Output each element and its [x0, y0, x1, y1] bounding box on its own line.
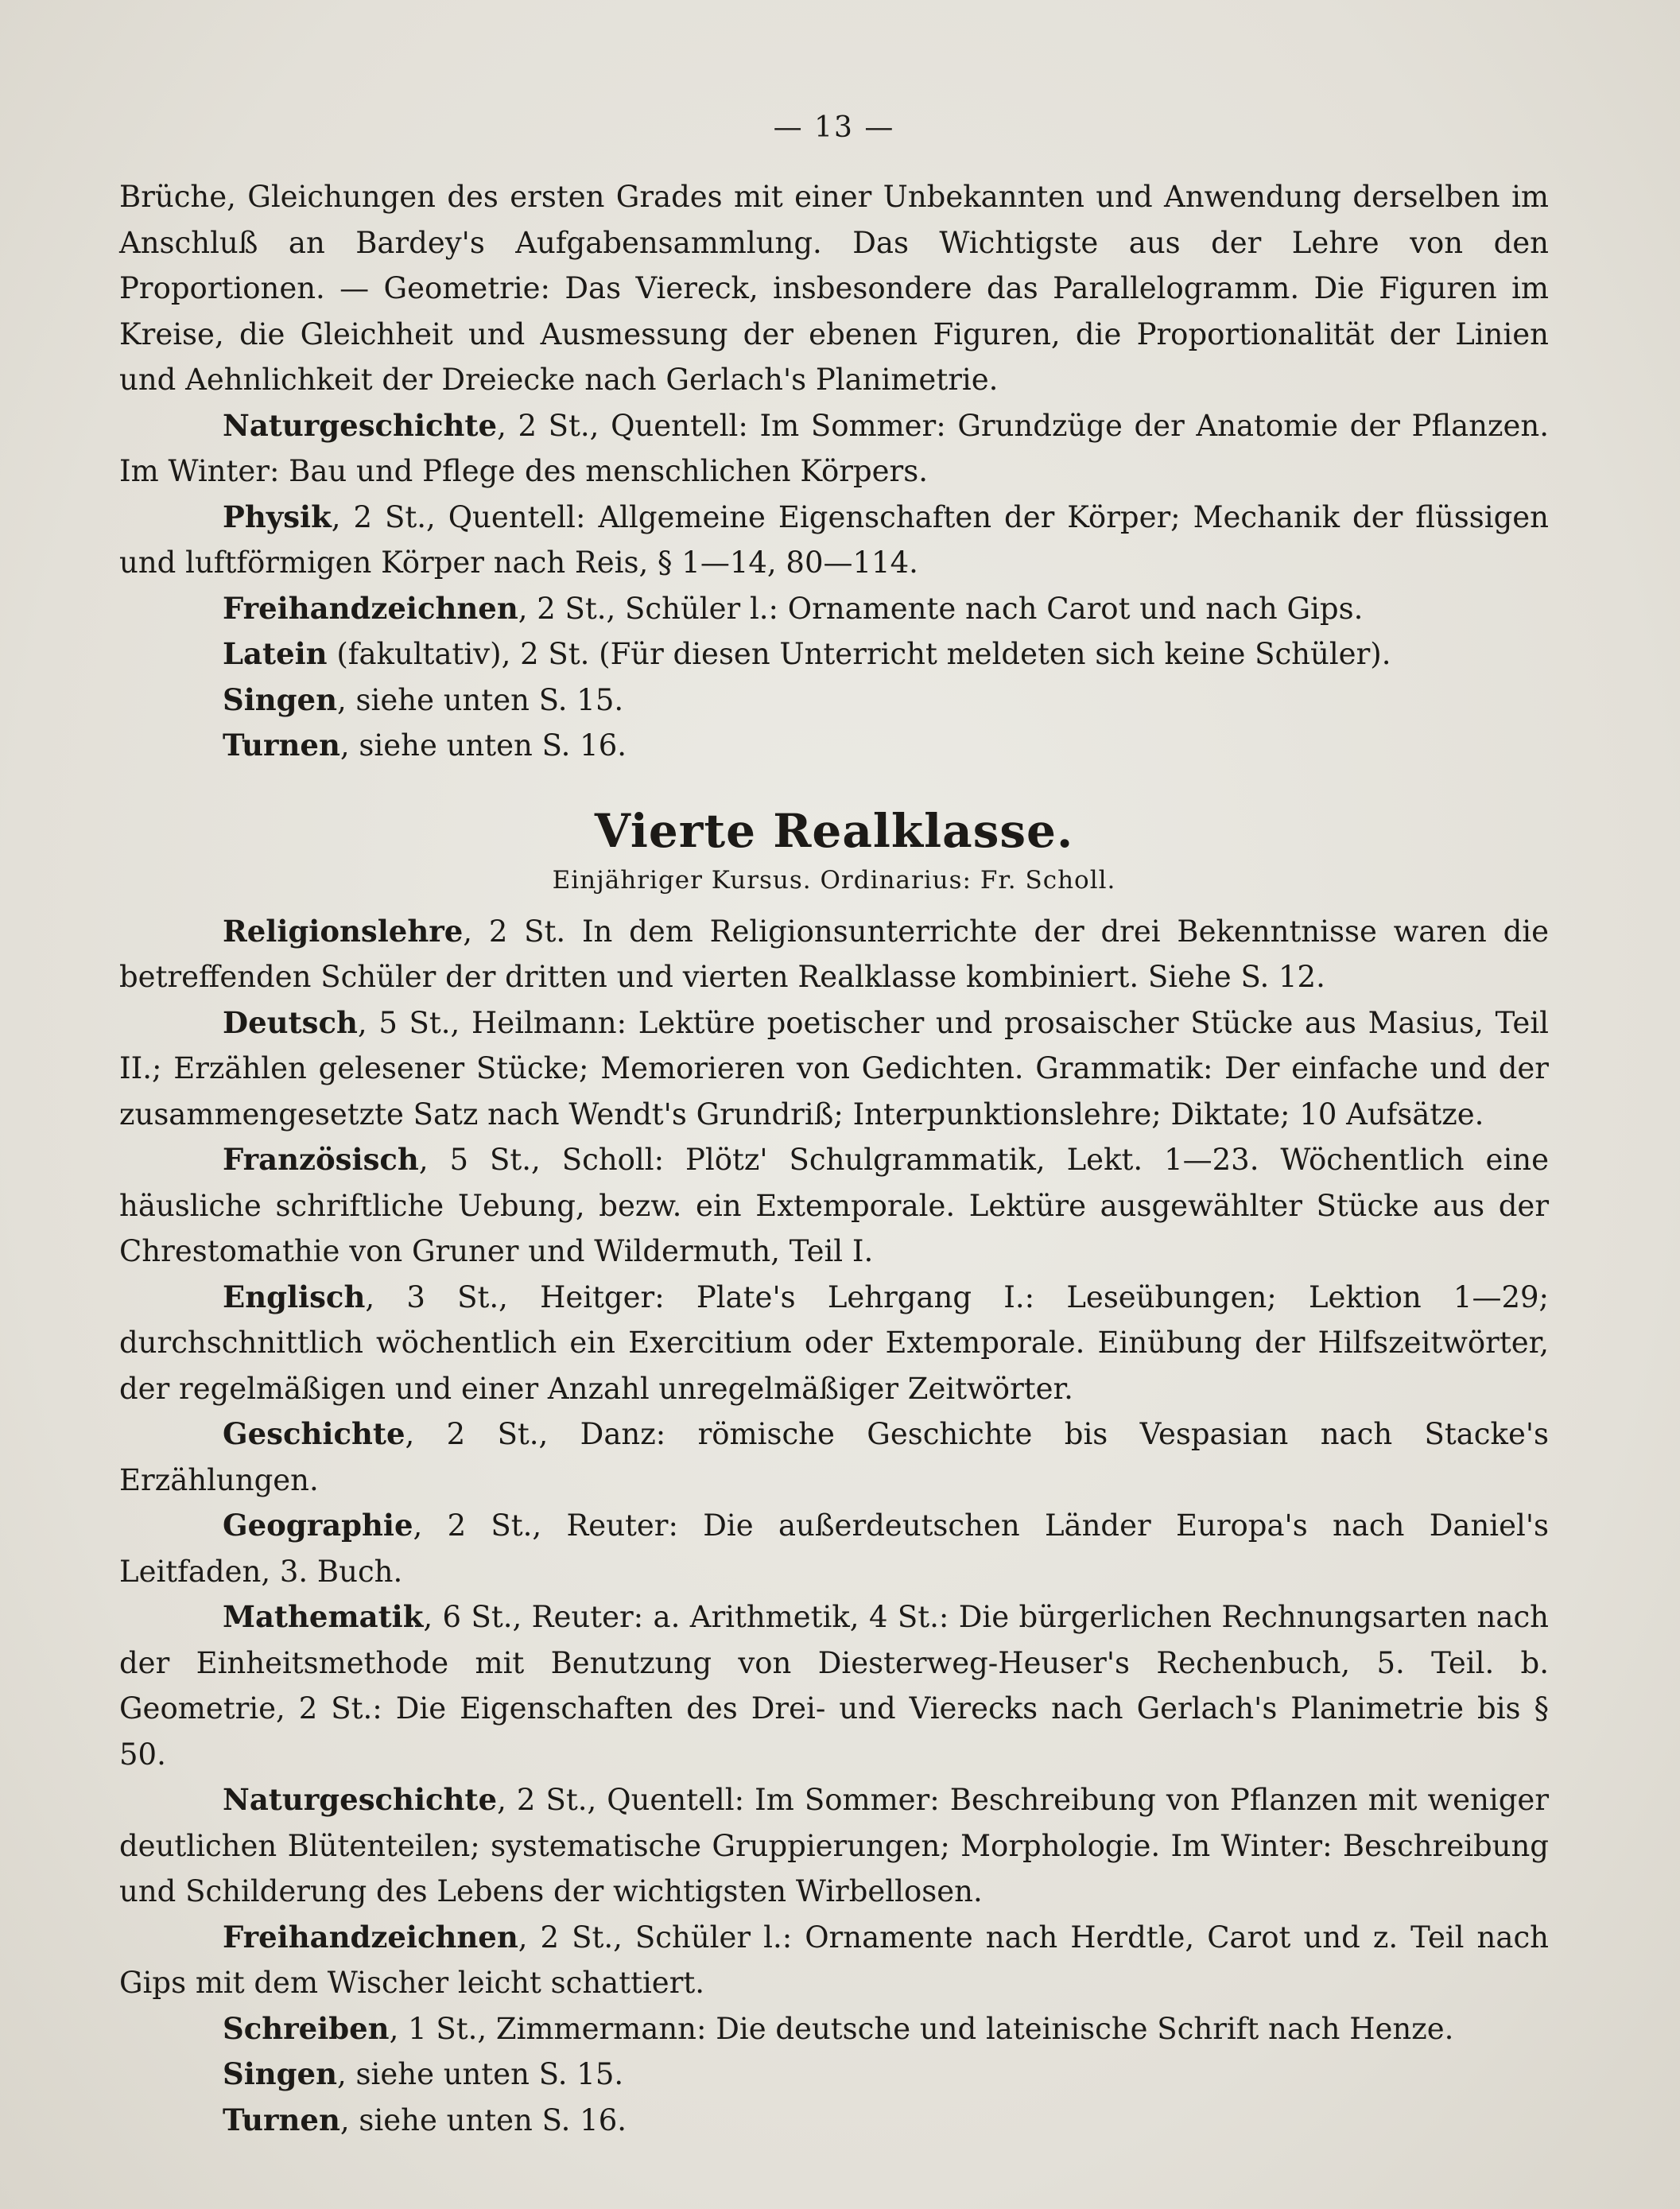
- paragraph-text: , 2 St., Quentell: Im Sommer: Beschreibung von Pflanzen mit weniger deutlichen Blütenteilen; systematische Gruppierungen; Morphologie. Im Winter: Beschreibung und Schilderung des Lebens der wichtigsten Wirbellosen.: [119, 1783, 1549, 1908]
- entries-block: [119, 909, 1549, 2144]
- section-subtitle: Einjähriger Kursus. Ordinarius: Fr. Scholl.: [552, 865, 1116, 895]
- paragraph-franzoesisch: [119, 1137, 1549, 1275]
- paragraph-text: , siehe unten S. 16.: [339, 2102, 627, 2137]
- subject-heading: Singen: [223, 681, 337, 717]
- subject-heading: Deutsch: [223, 1004, 358, 1040]
- subject-heading: Französisch: [223, 1142, 419, 1177]
- paragraph-freihandzeichnen-4: [119, 1915, 1549, 2006]
- subject-heading: Naturgeschichte: [223, 1782, 498, 1817]
- paragraph-turnen: [119, 723, 1549, 769]
- subject-heading: Freihandzeichnen: [223, 1919, 518, 1955]
- paragraph-text: , 2 St., Schüler l.: Ornamente nach Herdtle, Carot und z. Teil nach Gips mit dem Wischer leicht schattiert.: [119, 1920, 1549, 2000]
- paragraph-turnen-4: [119, 2098, 1549, 2144]
- subject-heading: Turnen: [223, 728, 340, 763]
- paragraph-text: , 2 St., Danz: römische Geschichte bis Vespasian nach Stacke's Erzählungen.: [119, 1417, 1549, 1497]
- section-title: Vierte Realklasse.: [594, 803, 1074, 858]
- subject-heading: Singen: [223, 2056, 337, 2091]
- paragraph-text: , 2 St., Reuter: Die außerdeutschen Länder Europa's nach Daniel's Leitfaden, 3. Buch.: [119, 1508, 1549, 1589]
- paragraph-text: , 2 St., Schüler l.: Ornamente nach Carot und nach Gips.: [518, 591, 1364, 626]
- subject-heading: Latein: [223, 636, 328, 671]
- paragraph-text: (fakultativ), 2 St. (Für diesen Unterricht meldeten sich keine Schüler).: [327, 637, 1391, 671]
- paragraph-naturgeschichte: [119, 403, 1549, 495]
- paragraph-text: , 5 St., Scholl: Plötz' Schulgrammatik, Lekt. 1—23. Wöchentlich eine häusliche schriftliche Uebung, bezw. ein Extemporale. Lektüre ausgewählter Stücke aus der Chrestomathie von Gruner und Wildermuth, Teil I.: [119, 1143, 1549, 1268]
- subject-heading: Geschichte: [223, 1416, 405, 1451]
- paragraph-naturgeschichte-4: [119, 1777, 1549, 1915]
- subject-heading: Turnen: [223, 2102, 340, 2137]
- paragraph-schreiben: [119, 2006, 1549, 2052]
- subject-heading: Englisch: [223, 1279, 366, 1314]
- paragraph-text: , 3 St., Heitger: Plate's Lehrgang I.: Leseübungen; Lektion 1—29; durchschnittlich wöchentlich ein Exercitium oder Extemporale. Einübung der Hilfszeitwörter, der regelmäßigen und einer Anzahl unregelmäßiger Zeitwörter.: [119, 1279, 1549, 1406]
- paragraph-text: , 1 St., Zimmermann: Die deutsche und lateinische Schrift nach Henze.: [389, 2011, 1454, 2046]
- paragraph-text: , siehe unten S. 15.: [337, 2057, 624, 2091]
- paragraph-singen: [119, 677, 1549, 724]
- paragraph-singen-4: [119, 2052, 1549, 2098]
- subject-heading: Schreiben: [223, 2010, 390, 2046]
- paragraph-text: , siehe unten S. 15.: [337, 682, 624, 717]
- paragraph-mathematik-continued: [119, 174, 1549, 403]
- paragraph-text: , 2 St. In dem Religionsunterrichte der drei Bekenntnisse waren die betreffenden Schüler der dritten und vierten Realklasse kombiniert. Siehe S. 12.: [119, 914, 1549, 994]
- paragraph-deutsch: [119, 1000, 1549, 1138]
- intro-block: [119, 174, 1549, 769]
- paragraph-mathematik: [119, 1594, 1549, 1777]
- paragraph-physik: [119, 495, 1549, 586]
- paragraph-text: , siehe unten S. 16.: [339, 728, 627, 763]
- subject-heading: Mathematik: [223, 1599, 424, 1634]
- paragraph-text: , 2 St., Quentell: Im Sommer: Grundzüge der Anatomie der Pflanzen. Im Winter: Bau und Pflege des menschlichen Körpers.: [119, 408, 1549, 488]
- paragraph-freihandzeichnen: [119, 586, 1549, 632]
- paragraph-religionslehre: [119, 909, 1549, 1000]
- subject-heading: Freihandzeichnen: [223, 590, 518, 626]
- paragraph-text: , 2 St., Quentell: Allgemeine Eigenschaften der Körper; Mechanik der flüssigen und luftförmigen Körper nach Reis, § 1—14, 80—114.: [119, 499, 1549, 580]
- subject-heading: Geographie: [223, 1508, 413, 1543]
- paragraph-text: , 6 St., Reuter: a. Arithmetik, 4 St.: Die bürgerlichen Rechnungsarten nach der Einheitsmethode mit Benutzung von Diesterweg-Heuser's Rechenbuch, 5. Teil. b. Geometrie, 2 St.: Die Eigenschaften des Drei- und Vierecks nach Gerlach's Planimetrie bis § 50.: [119, 1600, 1549, 1772]
- paragraph-text: , 5 St., Heilmann: Lektüre poetischer und prosaischer Stücke aus Masius, Teil II.; Erzählen gelesener Stücke; Memorieren von Gedichten. Grammatik: Der einfache und der zusammengesetzte Satz nach Wendt's Grundriß; Interpunktionslehre; Diktate; 10 Aufsätze.: [119, 1005, 1549, 1132]
- paragraph-geschichte: [119, 1411, 1549, 1503]
- paragraph-latein: [119, 631, 1549, 677]
- paragraph-text: Brüche, Gleichungen des ersten Grades mit einer Unbekannten und Anwendung derselben im Anschluß an Bardey's Aufgabensammlung. Das Wichtigste aus der Lehre von den Proportionen. — Geometrie: Das Viereck, insbesondere das Parallelogramm. Die Figuren im Kreise, die Gleichheit und Ausmessung der ebenen Figuren, die Proportionalität der Linien und Aehnlichkeit der Dreiecke nach Gerlach's Planimetrie.: [119, 180, 1549, 397]
- paragraph-geographie: [119, 1503, 1549, 1594]
- subject-heading: Naturgeschichte: [223, 407, 498, 443]
- page-number: — 13 —: [773, 111, 895, 144]
- subject-heading: Physik: [223, 499, 332, 534]
- subject-heading: Religionslehre: [223, 913, 464, 949]
- paragraph-englisch: [119, 1275, 1549, 1412]
